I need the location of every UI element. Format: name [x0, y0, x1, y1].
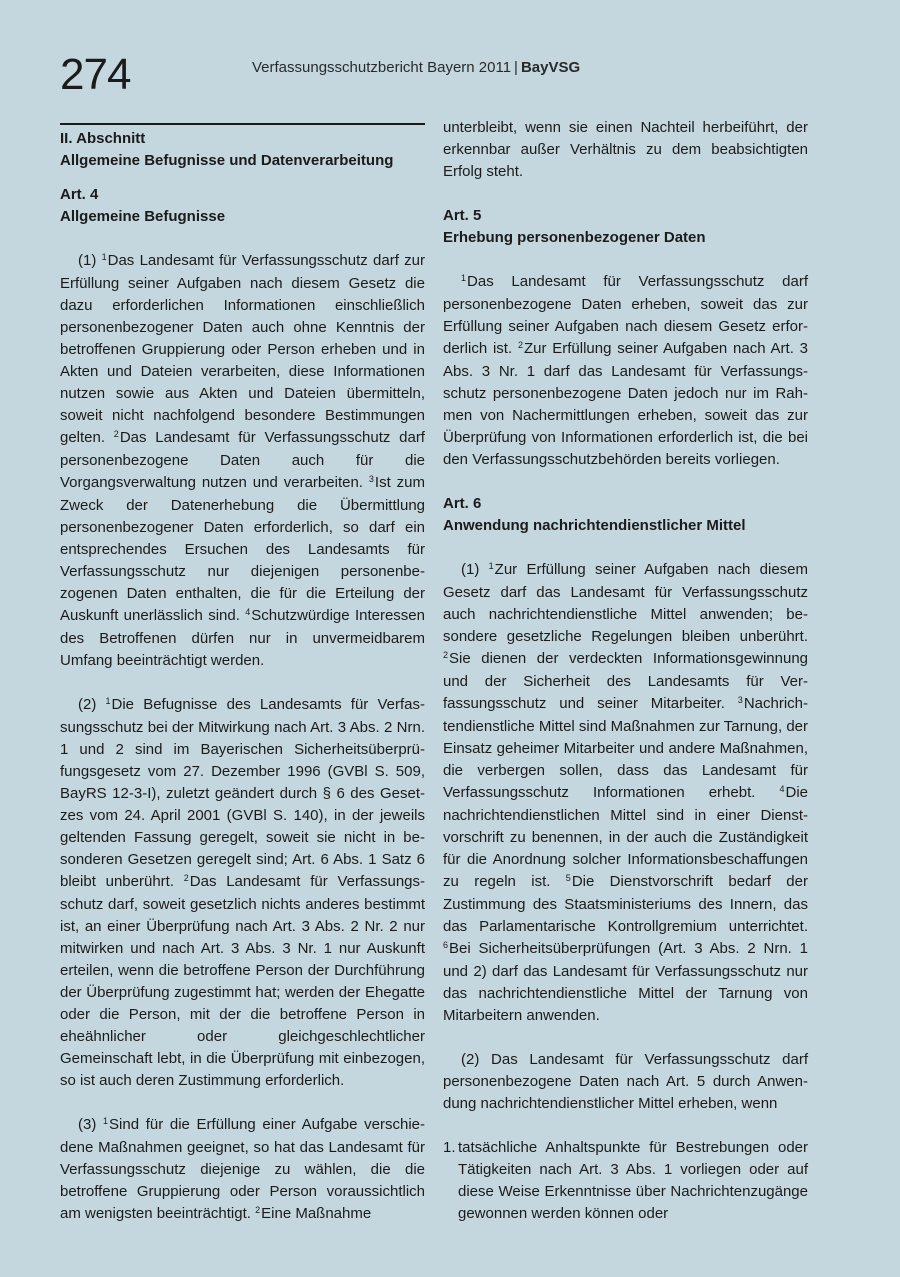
running-head: [252, 59, 580, 76]
right-column: [443, 117, 808, 1225]
article-4-title: Allgemeine Befugnisse: [60, 208, 226, 225]
article-5-number: Art. 5: [443, 207, 482, 224]
article-4-paragraph-2: (2) $^1$Die Befugnisse des Landesamts für Verfassungsschutz bei der Mitwirkung nach Art. 3 Abs. 2 Nrn. 1 und 2 sind im Bayerischen Sicherheitsüberprüfungsgesetz vom 27. Dezember 1996 (GVBl S. 509, BayRS 12-3-I), zuletzt geändert durch § 6 des Gesetzes vom 24. April 2001 (GVBl S. 140), in der jeweils geltenden Fassung geregelt, soweit sie nicht in besonderen Gesetzen geregelt sind; Art. 6 Abs. 1 Satz 6 bleibt unberührt. $^2$Das Landesamt für Verfassungsschutz darf, soweit gesetzlich nichts anderes bestimmt ist, an einer Überprüfung nach Art. 3 Abs. 2 Nr. 2 nur mitwirken und nach Art. 3 Abs. 3 Nr. 1 nur Auskunft erteilen, wenn die betroffene Person der Durchführung der Überprüfung zugestimmt hat; werden der Ehegatte oder die Person, mit der die betroffene Person in eheähnlicher oder gleichgeschlechtlicher Gemeinschaft lebt, in die Überprüfung mit einbezogen, so ist auch deren Zustimmung erforderlich.: [60, 696, 426, 1089]
article-6-paragraph-1: (1) $^1$Zur Erfüllung seiner Aufgaben nach diesem Gesetz darf das Landesamt für Verfassungsschutz auch nachrichtendienstliche Mittel anwenden; besondere gesetzliche Regelungen bleiben unberührt. $^2$Sie dienen der verdeckten Informationsgewinnung und der Sicherheit des Landesamts für Verfassungsschutz und seiner Mitarbeiter. $^3$Nachrichtendienstliche Mittel sind Maßnahmen zur Tarnung, der Einsatz geheimer Mitarbeiter und andere Maßnahmen, die verbergen sollen, dass das Landesamt für Verfassungsschutz Informationen erhebt. $^4$Die nachrichtendienstlichen Mittel sind in einer Dienstvorschrift zu benennen, in der auch die Zuständigkeit für die Anordnung solcher Informationsbeschaffungen zu regeln ist. $^5$Die Dienstvorschrift bedarf der Zustimmung des Staatsministeriums des Innern, das das Parlamentarische Kontrollgremium unterrichtet. $^6$Bei Sicherheitsüberprüfungen (Art. 3 Abs. 2 Nrn. 1 und 2) darf das Landesamt für Verfassungsschutz nur das nachrichtendienstliche Mittel der Tarnung von Mitarbeitern anwenden.: [443, 561, 808, 1024]
article-4-paragraph-1: (1) $^1$Das Landesamt für Verfassungsschutz darf zur Erfüllung seiner Aufgaben nach diesem Gesetz die dazu erforderlichen Informationen einschließlich personenbezogener Daten auch ohne Kenntnis der betroffenen Gruppierung oder Person erheben und in Akten und Dateien verarbeiten, diese Informationen nutzen sowie aus Akten und Dateien übermitteln, soweit nicht nachfolgend besondere Bestimmungen gelten. $^2$Das Landesamt für Verfassungsschutz darf personenbezogene Daten auch für die Vorgangsverwaltung nutzen und verarbeiten. $^3$Ist zum Zweck der Datenerhebung die Übermittlung personenbezogener Daten erforderlich, so darf ein entsprechendes Ersuchen des Landesamts für Verfassungsschutz nur diejenigen personenbezogenen Daten enthalten, die für die Erteilung der Auskunft unerlässlich sind. $^4$Schutzwürdige Interessen des Betroffenen dürfen nur in unvermeidbarem Umfang beeinträchtigt werden.: [60, 252, 425, 669]
page-number: 274: [60, 50, 131, 99]
article-4-number: Art. 4: [60, 186, 99, 203]
list-item-text: tatsächliche Anhaltspunkte für Bestrebungen oder Tätigkeiten nach Art. 3 Abs. 1 vorliegen oder auf diese Weise Erkenntnisse über Nachrichtenzugänge gewonnen werden können oder: [458, 1139, 808, 1222]
header-rule: [60, 123, 425, 125]
article-6-title: Anwendung nachrichtendienstlicher Mittel: [443, 517, 746, 534]
law-abbreviation: BayVSG: [520, 59, 581, 76]
article-5-title: Erhebung personenbezogener Daten: [443, 229, 706, 246]
list-item-number: 1.: [443, 1139, 456, 1156]
article-4-paragraph-3: (3) $^1$Sind für die Erfüllung einer Aufgabe verschiedene Maßnahmen geeignet, so hat das Landesamt für Verfassungsschutz diejenige zu wählen, die die betroffene Gruppierung oder Person voraussichtlich am wenigsten beeinträchtigt. $^2$Eine Maßnahme: [60, 1116, 426, 1222]
list-item: [443, 1137, 808, 1225]
article-5-text: $^1$Das Landesamt für Verfassungsschutz darf personenbezogene Daten erheben, soweit das zur Erfüllung seiner Aufgaben nach diesem Gesetz erforderlich ist. $^2$Zur Erfüllung seiner Aufgaben nach Art. 3 Abs. 3 Nr. 1 darf das Landesamt für Verfassungsschutz personenbezogene Daten jedoch nur im Rahmen von Nachermittlungen erheben, soweit das zur Überprüfung von Informationen erforderlich ist, die bei den Verfassungsschutzbehörden bereits vorliegen.: [443, 273, 808, 468]
left-column: [60, 128, 425, 1226]
article-6-paragraph-2: (2) Das Landesamt für Verfassungsschutz darf personenbezogene Daten nach Art. 5 durch Anwendung nachrichtendienstlicher Mittel erheben, wenn: [443, 1051, 808, 1112]
section-title: Allgemeine Befugnisse und Datenverarbeitung: [60, 152, 394, 169]
report-title: Verfassungsschutzbericht Bayern 2011: [252, 59, 512, 76]
article-6-number: Art. 6: [443, 495, 482, 512]
article-4-paragraph-3-continued: unterbleibt, wenn sie einen Nachteil herbeiführt, der erkennbar außer Verhältnis zu dem beabsichtigten Erfolg steht.: [443, 119, 808, 180]
section-number: II. Abschnitt: [60, 130, 146, 147]
header-separator: |: [514, 59, 518, 76]
